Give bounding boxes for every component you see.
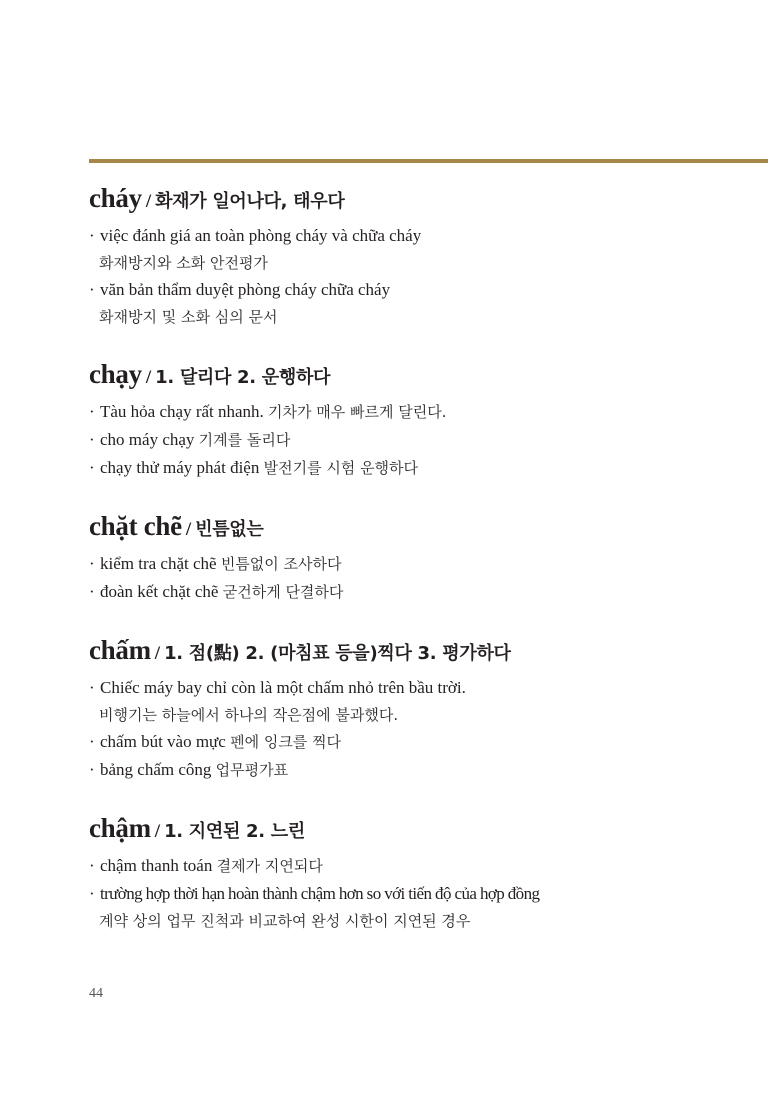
dictionary-entry [89, 630, 749, 784]
headword: chấm [89, 635, 151, 665]
korean-example: 빈틈없이 조사하다 [220, 555, 342, 573]
vietnamese-example: đoàn kết chặt chẽ [100, 582, 219, 601]
bullet: · [89, 430, 95, 449]
example-line [89, 880, 749, 908]
entry-head [89, 630, 749, 674]
headword: chạy [89, 359, 142, 389]
bullet: · [89, 856, 95, 875]
example-line [89, 398, 749, 426]
korean-example: 결제가 지연되다 [216, 857, 323, 875]
separator: / [154, 821, 161, 842]
example-line [89, 426, 749, 454]
bullet: · [89, 732, 95, 751]
korean-example: 굳건하게 단결하다 [222, 583, 344, 601]
vietnamese-example: văn bản thẩm duyệt phòng cháy chữa cháy [100, 280, 391, 299]
dictionary-entries [89, 178, 749, 958]
header-rule [89, 159, 768, 163]
korean-example: 기계를 돌리다 [198, 431, 291, 449]
bullet: · [89, 760, 95, 779]
vietnamese-example: chạy thử máy phát điện [100, 458, 260, 477]
entry-head [89, 808, 749, 852]
bullet: · [89, 554, 95, 573]
korean-meaning: 1. 점(點) 2. (마침표 등을)찍다 3. 평가하다 [164, 643, 511, 664]
korean-example: 펜에 잉크를 찍다 [230, 733, 342, 751]
vietnamese-example: kiểm tra chặt chẽ [100, 554, 217, 573]
example-line [89, 276, 749, 304]
dictionary-entry [89, 506, 749, 606]
korean-meaning: 1. 지연된 2. 느린 [164, 821, 305, 842]
dictionary-entry [89, 178, 749, 330]
entry-head [89, 354, 749, 398]
korean-translation: 계약 상의 업무 진척과 비교하여 완성 시한이 지연된 경우 [99, 912, 471, 930]
bullet: · [89, 678, 95, 697]
dictionary-entry [89, 354, 749, 482]
headword: cháy [89, 183, 142, 213]
example-line [89, 852, 749, 880]
separator: / [145, 367, 152, 388]
entry-head [89, 506, 749, 550]
bullet: · [89, 582, 95, 601]
vietnamese-example: cho máy chạy [100, 430, 195, 449]
korean-translation: 비행기는 하늘에서 하나의 작은점에 불과했다. [99, 706, 399, 724]
vietnamese-example: chậm thanh toán [100, 856, 213, 875]
korean-meaning: 화재가 일어나다, 태우다 [155, 191, 345, 212]
example-line [89, 728, 749, 756]
example-line [89, 756, 749, 784]
bullet: · [89, 884, 95, 903]
dictionary-entry [89, 808, 749, 934]
korean-example: 업무평가표 [215, 761, 289, 779]
example-line [89, 578, 749, 606]
bullet: · [89, 226, 95, 245]
headword: chậm [89, 813, 151, 843]
vietnamese-example: trường hợp thời hạn hoàn thành chậm hơn so với tiến độ của hợp đồng [100, 884, 540, 903]
separator: / [145, 191, 152, 212]
korean-meaning: 1. 달리다 2. 운행하다 [155, 367, 331, 388]
example-line [89, 550, 749, 578]
bullet: · [89, 402, 95, 421]
example-line [89, 222, 749, 250]
korean-translation: 화재방지 및 소화 심의 문서 [99, 308, 278, 326]
vietnamese-example: chấm bút vào mực [100, 732, 226, 751]
bullet: · [89, 280, 95, 299]
bullet: · [89, 458, 95, 477]
korean-meaning: 빈틈없는 [195, 519, 264, 540]
vietnamese-example: việc đánh giá an toàn phòng cháy và chữa cháy [100, 226, 422, 245]
vietnamese-example: Chiếc máy bay chỉ còn là một chấm nhỏ trên bầu trời. [100, 678, 466, 697]
separator: / [185, 519, 192, 540]
entry-head [89, 178, 749, 222]
page-number: 44 [89, 986, 103, 1001]
headword: chặt chẽ [89, 511, 182, 541]
separator: / [154, 643, 161, 664]
korean-example: 발전기를 시험 운행하다 [263, 459, 419, 477]
korean-translation: 화재방지와 소화 안전평가 [99, 254, 268, 272]
vietnamese-example: bảng chấm công [100, 760, 212, 779]
example-line [89, 674, 749, 702]
vietnamese-example: Tàu hỏa chạy rất nhanh. [100, 402, 264, 421]
example-line [89, 454, 749, 482]
korean-example: 기차가 매우 빠르게 달린다. [268, 403, 447, 421]
